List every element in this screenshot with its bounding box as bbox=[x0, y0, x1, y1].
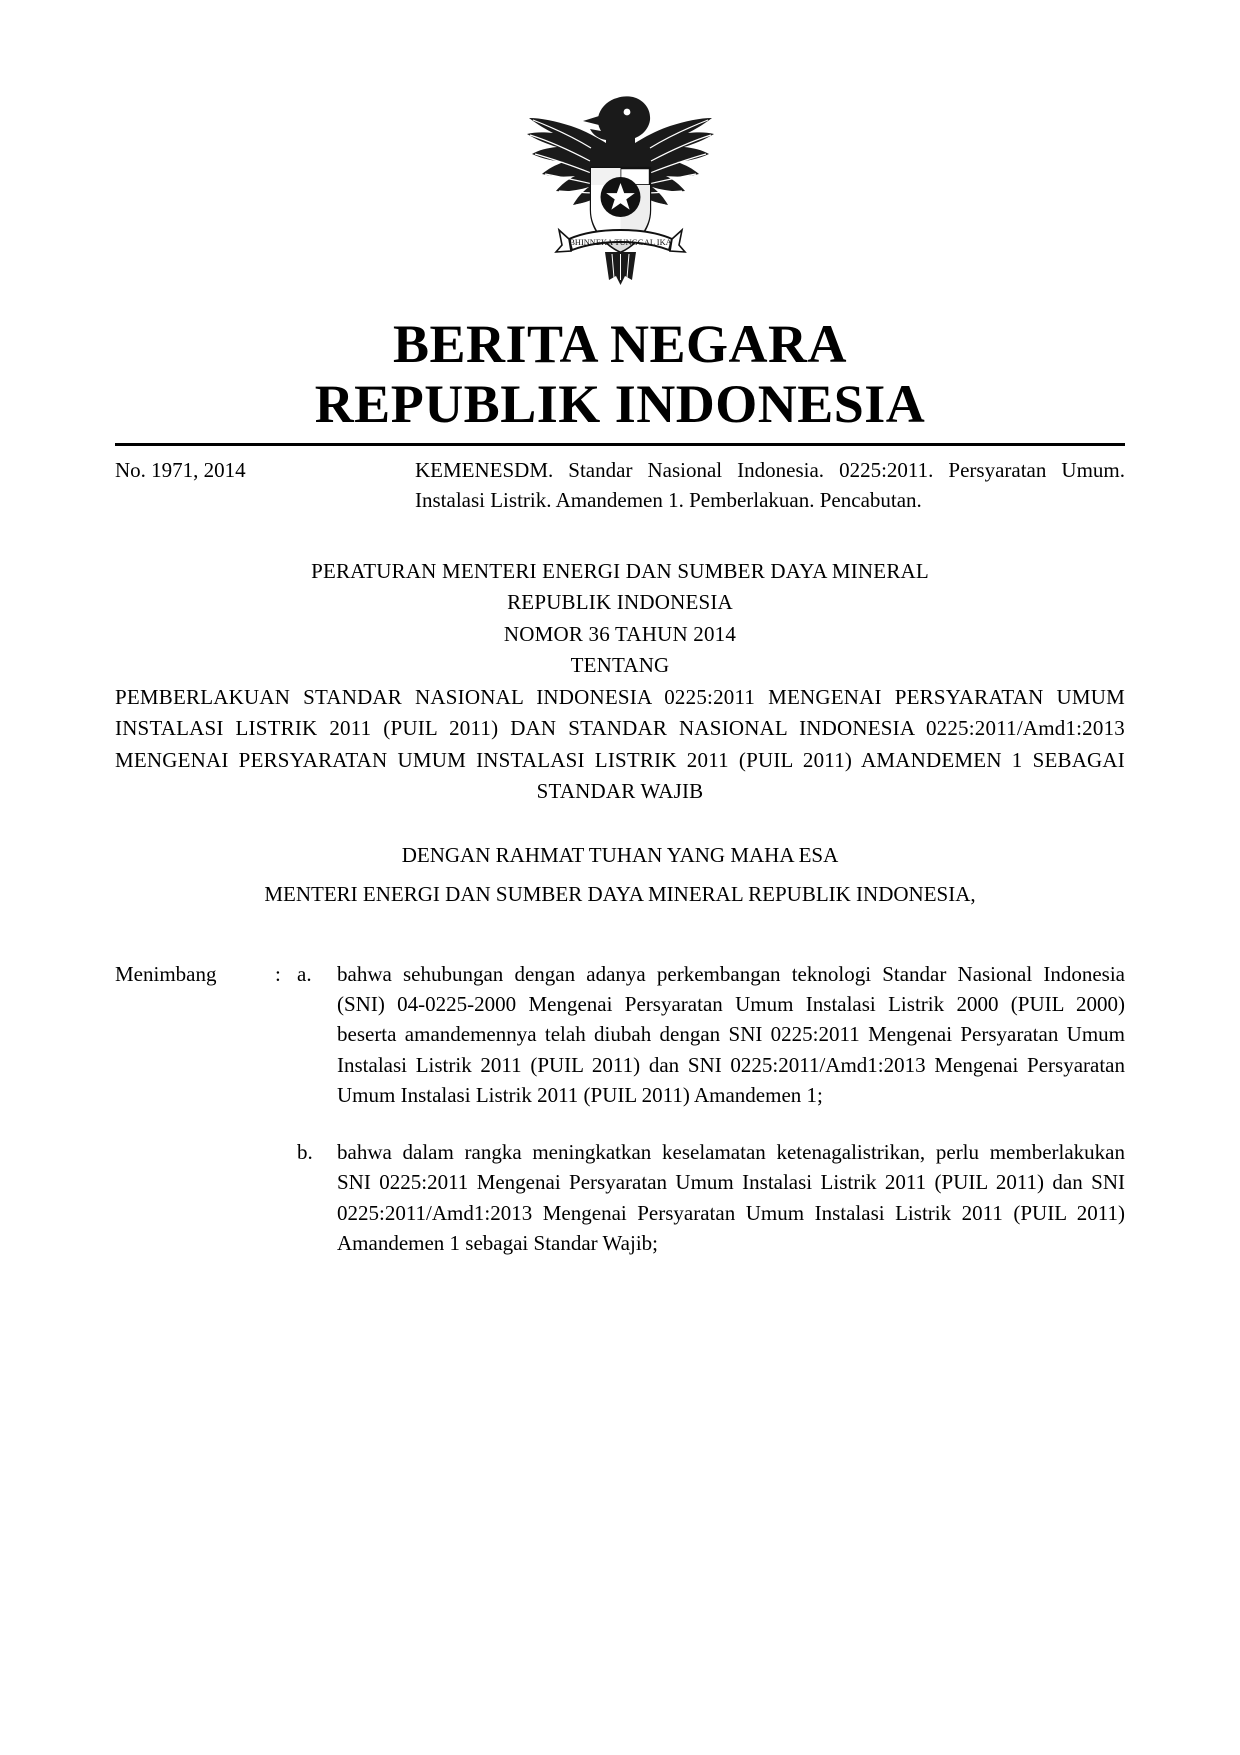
gazette-description: KEMENESDM. Standar Nasional Indonesia. 0225:2011. Persyaratan Umum. Instalasi Listrik. Amandemen 1. Pemberlakuan. Pencabutan. bbox=[415, 457, 1125, 512]
blessing-line: DENGAN RAHMAT TUHAN YANG MAHA ESA bbox=[401, 842, 839, 867]
considering-colon: : bbox=[275, 961, 281, 986]
considering-letter-b: b. bbox=[297, 1139, 313, 1164]
regulation-title-block bbox=[115, 556, 1125, 808]
considering-letter-a: a. bbox=[297, 961, 312, 986]
title-line-3: NOMOR 36 TAHUN 2014 bbox=[503, 621, 737, 646]
gazette-number: No. 1971, 2014 bbox=[115, 457, 246, 482]
considering-label: Menimbang bbox=[115, 961, 217, 986]
title-line-2: REPUBLIK INDONESIA bbox=[507, 590, 733, 615]
meta-row bbox=[115, 456, 1125, 516]
considering-text-b: bahwa dalam rangka meningkatkan keselamatan ketenagalistrikan, perlu memberlakukan SNI 0225:2011 Mengenai Persyaratan Umum Instalasi Listrik 2011 (PUIL 2011) dan SNI 0225:2011/Amd1:2013 Mengenai Persyaratan Umum Instalasi Listrik 2011 (PUIL 2011) Amandemen 1 sebagai Standar Wajib; bbox=[337, 1139, 1125, 1256]
masthead bbox=[115, 314, 1125, 435]
title-line-4: TENTANG bbox=[570, 653, 670, 678]
minister-line: MENTERI ENERGI DAN SUMBER DAYA MINERAL REPUBLIK INDONESIA, bbox=[264, 882, 976, 907]
masthead-line-2: REPUBLIK INDONESIA bbox=[314, 374, 926, 435]
considering-item-a bbox=[115, 959, 1125, 1111]
emblem-container bbox=[115, 80, 1125, 310]
considering-text-a: bahwa sehubungan dengan adanya perkembangan teknologi Standar Nasional Indonesia (SNI) 04-0225-2000 Mengenai Persyaratan Umum Instalasi Listrik 2000 (PUIL 2000) beserta amandemennya telah diubah dengan SNI 0225:2011 Mengenai Persyaratan Umum Instalasi Listrik 2011 (PUIL 2011) dan SNI 0225:2011/Amd1:2013 Mengenai Persyaratan Umum Instalasi Listrik 2011 (PUIL 2011) Amandemen 1; bbox=[337, 961, 1125, 1108]
considering-section bbox=[115, 959, 1125, 1259]
masthead-divider bbox=[115, 443, 1125, 446]
masthead-line-1: BERITA NEGARA bbox=[392, 314, 848, 374]
considering-item-b bbox=[115, 1137, 1125, 1259]
svg-text:BHINNEKA TUNGGAL IKA: BHINNEKA TUNGGAL IKA bbox=[568, 238, 672, 247]
title-line-1: PERATURAN MENTERI ENERGI DAN SUMBER DAYA MINERAL bbox=[311, 558, 929, 583]
title-subject: PEMBERLAKUAN STANDAR NASIONAL INDONESIA 0225:2011 MENGENAI PERSYARATAN UMUM INSTALASI LISTRIK 2011 (PUIL 2011) DAN STANDAR NASIONAL INDONESIA 0225:2011/Amd1:2013 MENGENAI PERSYARATAN UMUM INSTALASI LISTRIK 2011 (PUIL 2011) AMANDEMEN 1 SEBAGAI STANDAR WAJIB bbox=[115, 684, 1125, 804]
garuda-pancasila-emblem bbox=[513, 80, 728, 295]
